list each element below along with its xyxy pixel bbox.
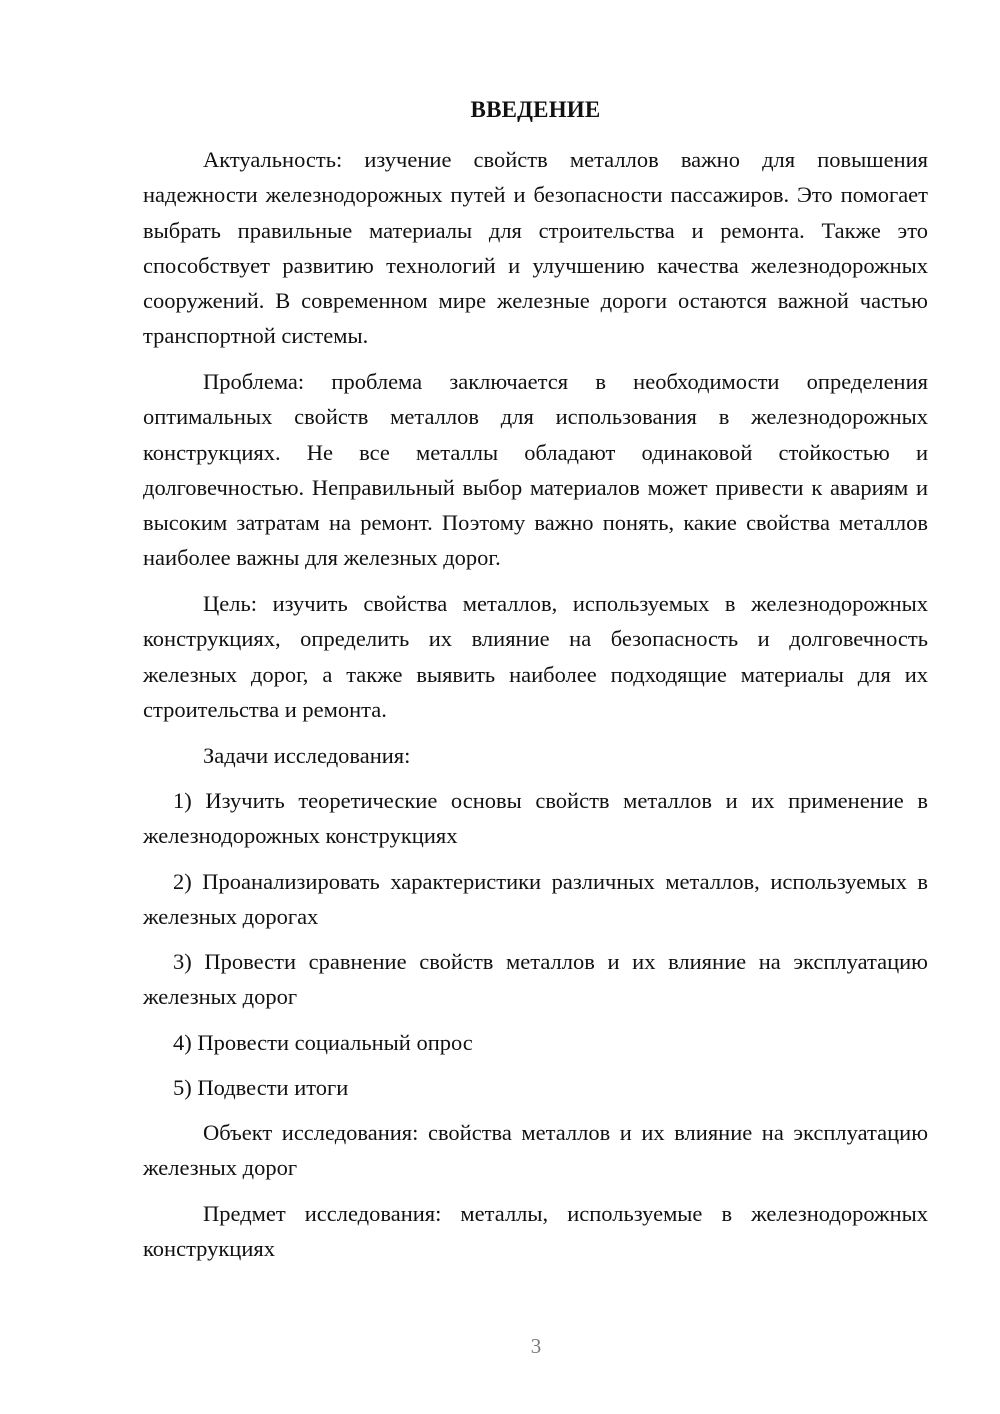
task-item-5: 5) Подвести итоги: [173, 1075, 349, 1100]
page-number: 3: [530, 1334, 542, 1358]
task-item-1: 1) Изучить теоретические основы свойств металлов и их применение в железнодорожных конструкциях: [143, 788, 928, 849]
relevance-paragraph: Актуальность: изучение свойств металлов важно для повышения надежности железнодорожных путей и безопасности пассажиров. Это помогает выбрать правильные материалы для строительства и ремонта. Также это способствует развитию технологий и улучшению качества железнодорожных сооружений. В современном мире железные дороги остаются важной частью транспортной системы.: [143, 147, 928, 349]
problem-paragraph: Проблема: проблема заключается в необходимости определения оптимальных свойств металлов для использования в железнодорожных конструкциях. Не все металлы обладают одинаковой стойкостью и долговечностью. Неправильный выбор материалов может привести к авариям и высоким затратам на ремонт. Поэтому важно понять, какие свойства металлов наиболее важны для железных дорог.: [143, 369, 928, 571]
tasks-heading: Задачи исследования:: [203, 743, 411, 768]
task-item-3: 3) Провести сравнение свойств металлов и их влияние на эксплуатацию железных дорог: [143, 949, 928, 1010]
task-item-2: 2) Проанализировать характеристики различных металлов, используемых в железных дорогах: [143, 869, 928, 930]
task-item-4: 4) Провести социальный опрос: [173, 1030, 473, 1055]
object-paragraph: Объект исследования: свойства металлов и их влияние на эксплуатацию железных дорог: [143, 1120, 928, 1181]
section-title: ВВЕДЕНИЕ: [470, 97, 601, 122]
goal-paragraph: Цель: изучить свойства металлов, используемых в железнодорожных конструкциях, определить их влияние на безопасность и долговечность железных дорог, а также выявить наиболее подходящие материалы для их строительства и ремонта.: [143, 591, 928, 722]
subject-paragraph: Предмет исследования: металлы, используемые в железнодорожных конструкциях: [143, 1201, 928, 1262]
